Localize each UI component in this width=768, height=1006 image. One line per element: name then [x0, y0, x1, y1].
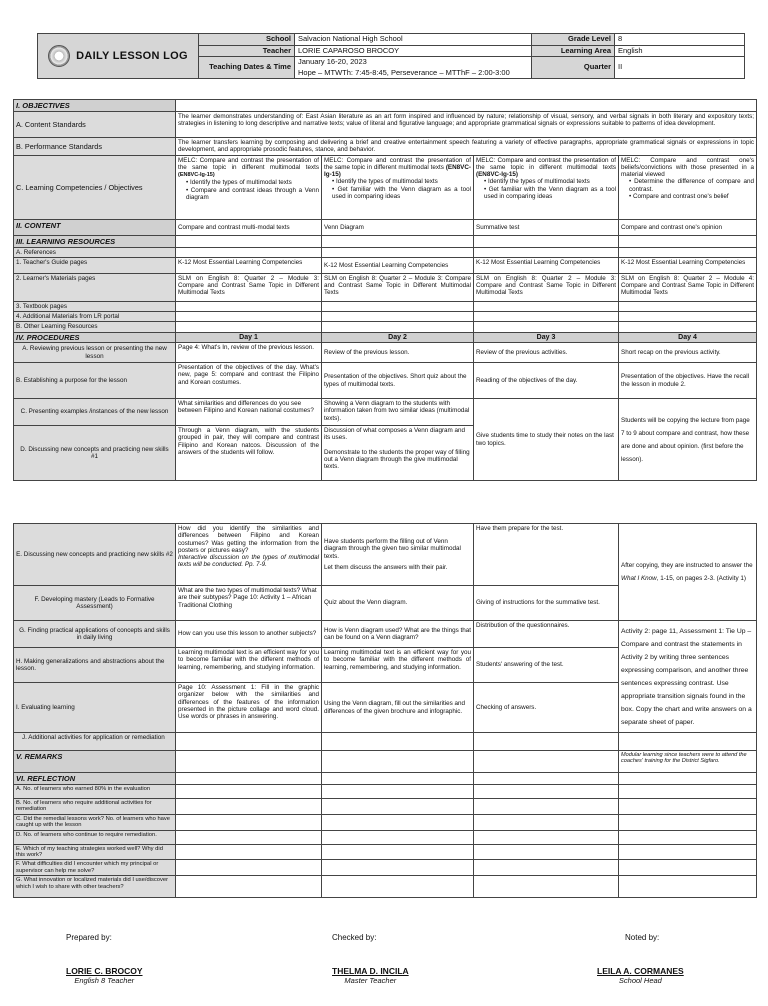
procedure-e-day-1-italic: Interactive discussion on the types of multimodal texts will be conducted. Pp. 7-9. [178, 554, 319, 569]
day-3-header: Day 3 [474, 332, 619, 342]
procedure-h-day-2: Learning multimodal text is an efficient way for you to become familiar with the different methods of learning, remembering, and studying information. [322, 648, 474, 683]
checked-by-block [332, 933, 409, 985]
procedure-e-label: E. Discussing new concepts and practicing new skills #2 [14, 524, 176, 586]
day-1-header: Day 1 [176, 332, 322, 342]
content-standards-text: The learner demonstrates understanding of: East Asian literature as an art form inspired and influenced by nature; relationship of visual, sensory, and verbal signals in both literary and expository texts; strategies in listening to long descriptive and narrative texts; value of literal and figurative language; and appropriate grammatical signals or expressions suitable to patterns of idea development. [176, 112, 757, 138]
procedure-d-label: D. Discussing new concepts and practicing new skills #1 [14, 426, 176, 481]
prepared-role: English 8 Teacher [74, 976, 135, 985]
reflection-heading: VI. REFLECTION [14, 773, 176, 785]
content-day-3: Summative test [474, 219, 619, 235]
prepared-label: Prepared by: [66, 933, 112, 942]
procedure-ef-day-4: After copying, they are instructed to answer the What I Know, 1-15, on pages 2-3. (Activity 1) [619, 524, 757, 621]
performance-standards-text: The learner transfers learning by composing and delivering a brief and creative entertainment speech featuring a variety of effective paragraphs, appropriate grammatical signals or expressions in topic development, and appropriate prosodic features, stance, and behavior. [176, 138, 757, 156]
procedure-b-day-2: Presentation of the objectives. Short quiz about the types of multimodal texts. [322, 363, 474, 399]
teacher-label: Teacher [199, 45, 295, 57]
header-table [37, 33, 745, 79]
reflection-item-e: E. Which of my teaching strategies worked well? Why did this work? [14, 844, 176, 860]
tg-day-1: K-12 Most Essential Learning Competencies [176, 257, 322, 273]
school-label: School [199, 34, 295, 46]
procedure-a-day-2: Review of the previous lesson. [322, 343, 474, 363]
quarter-label: Quarter [532, 57, 615, 79]
procedure-b-day-1: Presentation of the objectives of the day. What's new, page 5: compare and contrast the Filipino and Korean costumes. [176, 363, 322, 399]
procedure-j-label: J. Additional activities for application or remediation [14, 733, 176, 751]
procedure-f-day-3: Giving of instructions for the summative test. [474, 586, 619, 621]
tg-day-3: K-12 Most Essential Learning Competencies [474, 257, 619, 273]
reflection-item-b: B. No. of learners who require additional activities for remediation [14, 799, 176, 815]
procedure-b-label: B. Establishing a purpose for the lesson [14, 363, 176, 399]
noted-name: LEILA A. CORMANES [597, 966, 684, 976]
procedure-b-day-4: Presentation of the objectives. Have the recall the lesson in module 2. [619, 363, 757, 399]
procedure-i-day-3: Checking of answers. [474, 683, 619, 733]
procedure-a-label: A. Reviewing previous lesson or presenting the new lesson [14, 343, 176, 363]
remarks-heading: V. REMARKS [14, 751, 176, 773]
competency-day-4: MELC: Compare and contrast one's beliefs/convictions with those presented in a material viewed • Determine the difference of compare and contrast. • Compare and contrast one's belief [619, 155, 757, 219]
procedure-d-day-2-part-1: Discussion of what composes a Venn diagram and its uses. [324, 427, 466, 442]
procedure-g-day-2: How is Venn diagram used? What are the things that can be found on a Venn diagram? [322, 621, 474, 648]
performance-standards-label: B. Performance Standards [14, 138, 176, 156]
lm-day-2: SLM on English 8: Quarter 2 – Module 3: Compare and Contrast Same Topic in Different Multimodal Texts [322, 273, 474, 301]
noted-role: School Head [618, 976, 662, 985]
deped-seal-icon [48, 45, 70, 67]
procedure-e-day-2-part-1: Have students perform the filling out of Venn diagram through the given two similar multimodal texts. [324, 537, 461, 560]
checked-role: Master Teacher [344, 976, 397, 985]
procedure-e-day-2-part-2: Let them discuss the answers with their pair. [324, 563, 448, 571]
procedure-d-day-1: Through a Venn diagram, with the students grouped in pair, they will compare and contrast Filipino and Korean natcos. Discussion of the answers of the students will follow. [176, 426, 322, 481]
tg-day-4: K-12 Most Essential Learning Competencies [619, 257, 757, 273]
procedure-a-day-4: Short recap on the previous activity. [619, 343, 757, 363]
textbook-label: 3. Textbook pages [14, 301, 176, 311]
quarter-value: II [615, 57, 745, 79]
teachers-guide-label: 1. Teacher's Guide pages [14, 257, 176, 273]
reflection-item-f: F. What difficulties did I encounter which my principal or supervisor can help me solve? [14, 860, 176, 876]
procedure-b-day-3: Reading of the objectives of the day. [474, 363, 619, 399]
day-2-header: Day 2 [322, 332, 474, 342]
grade-value: 8 [615, 34, 745, 46]
procedure-g-day-3: Distribution of the questionnaires. [474, 621, 619, 648]
procedure-f-label: F. Developing mastery (Leads to Formative Assessment) [14, 586, 176, 621]
dates-label: Teaching Dates & Time [199, 57, 295, 79]
dates-line-1: January 16-20, 2023 [298, 57, 367, 66]
competency-day-1: MELC: Compare and contrast the presentation of the same topic in different multimodal texts (EN8VC-Ig-15) • Identify the types of multimodal texts • Compare and contrast ideas through a Venn diagram [176, 155, 322, 219]
teacher-value: LORIE CAPAROSO BROCOY [295, 45, 532, 57]
reflection-item-a: A. No. of learners who earned 80% in the evaluation [14, 785, 176, 799]
page-title: DAILY LESSON LOG [76, 49, 188, 62]
lm-day-3: SLM on English 8: Quarter 2 – Module 3: Compare and Contrast Same Topic in Different Multimodal Texts [474, 273, 619, 301]
area-value: English [615, 45, 745, 57]
procedure-d-day-2 [322, 426, 474, 481]
procedure-a-day-1: Page 4: What's In, review of the previous lesson. [176, 343, 322, 363]
learners-materials-label: 2. Learner's Materials pages [14, 273, 176, 301]
other-resources-label: B. Other Learning Resources [14, 322, 176, 332]
school-value: Salvacion National High School [295, 34, 532, 46]
procedure-cd-day-3: Give students time to study their notes on the last two topics. [474, 399, 619, 481]
procedure-i-day-1: Page 10: Assessment 1: Fill in the graphic organizer below with the similarities and differences of the features of the information presented in the picture collage and word cloud. Use words or phrases in answering. [176, 683, 322, 733]
content-day-1: Compare and contrast multi-modal texts [176, 219, 322, 235]
procedure-e-day-1-text: How did you identify the similarities and differences between Filipino and Korean costumes? Was getting the information from the posters or pictures easy? [178, 525, 319, 554]
noted-by-block [597, 933, 684, 985]
prepared-by-block [66, 933, 143, 985]
procedure-i-day-2: Using the Venn diagram, fill out the similarities and differences of the given brochure and infographic. [322, 683, 474, 733]
area-label: Learning Area [532, 45, 615, 57]
procedure-e-day-2 [322, 524, 474, 586]
lesson-log-table-page-1 [13, 99, 757, 481]
noted-label: Noted by: [625, 933, 660, 942]
lm-day-1: SLM on English 8: Quarter 2 – Module 3: Compare and Contrast Same Topic in Different Multimodal Texts [176, 273, 322, 301]
reflection-item-d: D. No. of learners who continue to require remediation. [14, 830, 176, 844]
procedures-heading: IV. PROCEDURES [14, 332, 176, 342]
procedure-g-label: G. Finding practical applications of concepts and skills in daily living [14, 621, 176, 648]
references-label: A. References [14, 247, 176, 257]
content-day-4: Compare and contrast one's opinion [619, 219, 757, 235]
checked-name: THELMA D. INCILA [332, 966, 409, 976]
procedure-e-day-1 [176, 524, 322, 586]
content-standards-label: A. Content Standards [14, 112, 176, 138]
competency-day-3: MELC: Compare and contrast the presentation of the same topic in different multimodal texts (EN8VC-Ig-15) • Identify the types of multimodal texts • Get familiar with the Venn diagram as a tool used in comparing ideas [474, 155, 619, 219]
day-4-header: Day 4 [619, 332, 757, 342]
competencies-label: C. Learning Competencies / Objectives [14, 155, 176, 219]
procedure-c-day-1: What similarities and differences do you see between Filipino and Korean national costumes? [176, 399, 322, 426]
additional-materials-label: 4. Additional Materials from LR portal [14, 312, 176, 322]
procedure-i-label: I. Evaluating learning [14, 683, 176, 733]
procedure-a-day-3: Review of the previous activities. [474, 343, 619, 363]
tg-day-2: K-12 Most Essential Learning Competencies [322, 257, 474, 273]
objectives-heading: I. OBJECTIVES [14, 100, 176, 112]
procedure-f-day-2: Quiz about the Venn diagram. [322, 586, 474, 621]
competency-day-2: MELC: Compare and contrast the presentation of the same topic in different multimodal texts (EN8VC-Ig-15) • Identify the types of multimodal texts • Get familiar with the Venn diagram as a tool used in comparing ideas [322, 155, 474, 219]
resources-heading: III. LEARNING RESOURCES [14, 235, 176, 247]
procedure-d-day-2-part-2: Demonstrate to the students the proper way of filling out a Venn diagram through the give multimodal texts. [324, 448, 470, 471]
dates-value [295, 57, 532, 79]
lm-day-4: SLM on English 8: Quarter 2 – Module 4: Compare and Contrast Same Topic in Different Multimodal Texts [619, 273, 757, 301]
procedure-c-day-2: Showing a Venn diagram to the students with information taken from two similar ideas (multimodal texts). [322, 399, 474, 426]
procedure-cd-day-4: Students will be copying the lecture from page 7 to 9 about compare and contrast, how these are done and about opinion. (first before the lesson). [619, 399, 757, 481]
header-title-cell [38, 34, 199, 79]
reflection-item-g: G. What innovation or localized materials did I use/discover which I wish to share with other teachers? [14, 876, 176, 898]
dates-line-2: Hope – MTWTh: 7:45-8:45, Perseverance – MTThF – 2:00-3:00 [298, 67, 510, 77]
remarks-day-4: Modular learning since teachers were to attend the coaches' training for the District Sigfaro. [619, 751, 757, 773]
procedure-f-day-1: What are the two types of multimodal texts? What are their subtypes? Page 10: Activity 1 – African Traditional Clothing [176, 586, 322, 621]
reflection-item-c: C. Did the remedial lessons work? No. of learners who have caught up with the lesson [14, 814, 176, 830]
content-heading: II. CONTENT [14, 219, 176, 235]
procedure-e-day-3: Have them prepare for the test. [474, 524, 619, 586]
lesson-log-table-page-2 [13, 523, 757, 898]
content-day-2: Venn Diagram [322, 219, 474, 235]
procedure-h-label: H. Making generalizations and abstractions about the lesson. [14, 648, 176, 683]
procedure-h-day-3: Students' answering of the test. [474, 648, 619, 683]
checked-label: Checked by: [332, 933, 377, 942]
prepared-name: LORIE C. BROCOY [66, 966, 143, 976]
procedure-h-day-1: Learning multimodal text is an efficient way for you to become familiar with the different methods of learning, remembering, and studying information. [176, 648, 322, 683]
procedure-g-day-1: How can you use this lesson to another subjects? [176, 621, 322, 648]
procedure-c-label: C. Presenting examples /instances of the new lesson [14, 399, 176, 426]
procedure-ghi-day-4: Activity 2: page 11, Assessment 1: Tie Up – Compare and contrast the statements in Activity 2 by writing three sentences expressing comparison, and another three sentences expressing contrast. Use appropriate transition signals found in the box. Copy the chart and write answers on a separate sheet of paper. [619, 621, 757, 733]
grade-label: Grade Level [532, 34, 615, 46]
